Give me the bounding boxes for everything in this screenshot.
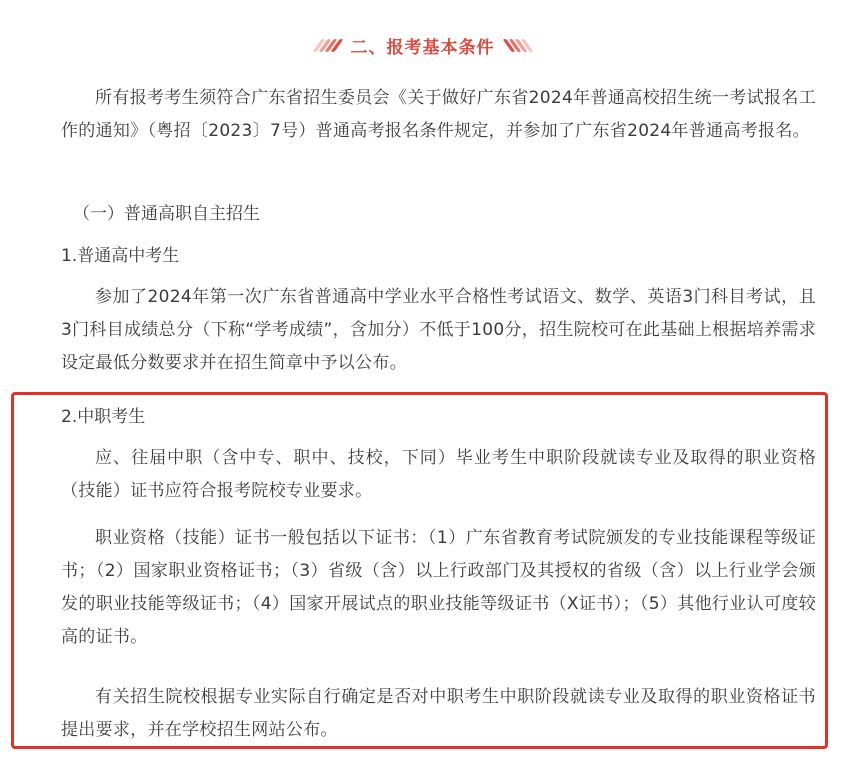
left-stripes-icon — [317, 39, 339, 52]
school-requirements-paragraph: 有关招生院校根据专业实际自行确定是否对中职考生中职阶段就读专业及取得的职业资格证书提出要求，并在学校招生网站公布。 — [61, 687, 816, 740]
intro-paragraph: 所有报考考生须符合广东省招生委员会《关于做好广东省2024年普通高校招生统一考试报名工作的通知》（粤招〔2023〕7号）普通高考报名条件规定，并参加了广东省2024年普通高考报名。 — [61, 88, 816, 141]
vocational-requirements-paragraph: 应、往届中职（含中专、职中、技校，下同）毕业考生中职阶段就读专业及取得的职业资格（技能）证书应符合报考院校专业要求。 — [61, 448, 816, 501]
sub-heading-vocational-admission: （一）普通高职自主招生 — [73, 204, 260, 224]
right-stripes-icon — [507, 39, 529, 52]
certificate-types-paragraph: 职业资格（技能）证书一般包括以下证书：（1）广东省教育考试院颁发的专业技能课程等级证书；（2）国家职业资格证书；（3）省级（含）以上行政部门及其授权的省级（含）以上行业学会颁发的职业技能等级证书；（4）国家开展试点的职业技能等级证书（X证书）；（5）其他行业认可度较高的证书。 — [61, 528, 816, 647]
high-school-requirements-paragraph: 参加了2024年第一次广东省普通高中学业水平合格性考试语文、数学、英语3门科目考试，且3门科目成绩总分（下称“学考成绩”，含加分）不低于100分，招生院校可在此基础上根据培养需求设定最低分数要求并在招生简章中予以公布。 — [61, 287, 816, 373]
section-title: 二、报考基本条件 — [350, 37, 495, 58]
section-header — [0, 28, 845, 62]
heading-high-school-candidates: 1.普通高中考生 — [61, 246, 180, 266]
heading-vocational-candidates: 2.中职考生 — [61, 407, 146, 427]
